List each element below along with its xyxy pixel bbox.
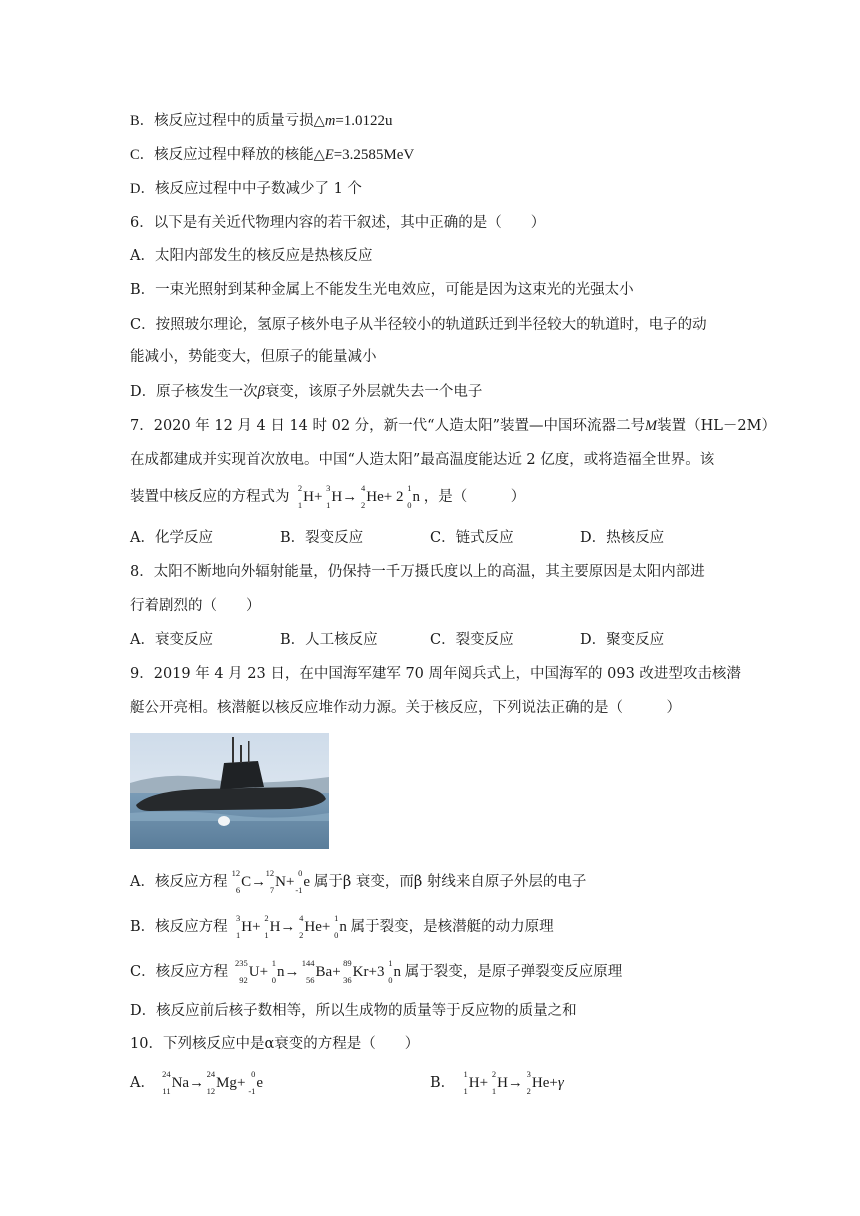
option-text: 核反应过程中的质量亏损△ (154, 113, 325, 129)
equation (231, 868, 314, 895)
option-text: 核反应过程中中子数减少了 1 个 (154, 181, 362, 197)
symbol: H (331, 489, 343, 505)
equation (294, 483, 424, 510)
option-9c (130, 958, 623, 985)
atomic-number: 2 (361, 500, 366, 510)
atomic-number: 1 (326, 500, 331, 510)
question-10-stem: 10．下列核反应中是α衰变的方程是（ ） (130, 1036, 420, 1052)
mass-number: 0 (251, 1069, 256, 1079)
symbol: e (256, 1075, 264, 1091)
symbol: n (412, 489, 420, 505)
option-5c (130, 145, 414, 165)
coefficient: + 2 (383, 489, 404, 505)
symbol: He (304, 919, 322, 935)
option-7b: B．裂变反应 (280, 530, 364, 546)
mass-number: 144 (301, 958, 315, 968)
atomic-number: 6 (235, 885, 241, 895)
mass-number: 1 (463, 1069, 468, 1079)
mass-number: 3 (526, 1069, 531, 1079)
option-6c-line1: C．按照玻尔理论，氢原子核外电子从半径较小的轨道跃迁到半径较大的轨道时，电子的动 (130, 317, 707, 333)
symbol: H (497, 1075, 508, 1091)
atomic-number: 1 (297, 500, 303, 510)
option-8d: D．聚变反应 (580, 632, 665, 648)
nuclide (265, 868, 286, 895)
question-7-line1 (130, 416, 776, 436)
plus: + (479, 1075, 489, 1091)
option-text: 属于裂变，是原子弹裂变反应原理 (404, 964, 623, 980)
equation (233, 958, 405, 985)
symbol: Ba (315, 964, 333, 980)
plus: + (332, 964, 341, 980)
question-6-stem: 6．以下是有关近代物理内容的若干叙述，其中正确的是（ ） (130, 215, 546, 231)
nuclide (295, 868, 311, 895)
nuclide (248, 1069, 264, 1096)
mass-number: 235 (234, 958, 248, 968)
nuclide (264, 913, 281, 940)
option-8c: C．裂变反应 (430, 632, 514, 648)
option-value: =1.0122u (335, 113, 393, 129)
nuclide (271, 958, 285, 985)
symbol: C (241, 874, 252, 890)
option-5d (130, 179, 362, 199)
atomic-number: 0 (388, 975, 393, 985)
submarine-photo (130, 733, 329, 849)
option-9d: D．核反应前后核子数相等，所以生成物的质量等于反应物的质量之和 (130, 1003, 577, 1019)
arrow: → (284, 964, 300, 980)
nuclide (388, 958, 401, 985)
option-text: C．核反应方程 (130, 964, 229, 980)
option-6c-line2: 能减小，势能变大，但原子的能量减小 (130, 349, 377, 365)
question-9-line2: 艇公开亮相。核潜艇以核反应堆作动力源。关于核反应，下列说法正确的是（ ） (130, 700, 681, 716)
mass-number: 12 (231, 868, 241, 878)
mass-number: 24 (162, 1069, 171, 1079)
question-7-line2: 在成都建成并实现首次放电。中国“人造太阳”最高温度能达近 2 亿度，或将造福全世界。该 (130, 452, 715, 468)
nuclide (326, 483, 343, 510)
mass-number: 2 (491, 1069, 497, 1079)
variable-beta: β (257, 384, 265, 400)
option-text: 核反应过程中释放的核能△ (154, 147, 325, 163)
symbol: H (303, 489, 314, 505)
mass-number: 1 (271, 958, 277, 968)
symbol: Na (171, 1075, 190, 1091)
symbol: U (248, 964, 260, 980)
symbol: e (303, 874, 311, 890)
variable-e: E (324, 147, 334, 163)
option-6b: B．一束光照射到某种金属上不能发生光电效应，可能是因为这束光的光强太小 (130, 282, 634, 298)
option-text: D．原子核发生一次 (130, 384, 258, 400)
nuclide (162, 1069, 190, 1096)
atomic-number: 7 (269, 885, 275, 895)
option-9a (130, 868, 587, 895)
option-7c: C．链式反应 (430, 530, 514, 546)
atomic-number: 92 (239, 975, 248, 985)
symbol: H (269, 919, 281, 935)
option-label: B． (130, 113, 155, 129)
stem-text: 7．2020 年 12 月 4 日 14 时 02 分，新一代“人造太阳”装置—中国环流器二号 (130, 418, 646, 434)
option-text: 衰变，该原子外层就失去一个电子 (264, 384, 483, 400)
atomic-number: 1 (491, 1086, 497, 1096)
plus: + (236, 1075, 246, 1091)
nuclide (301, 958, 333, 985)
option-label: A． (130, 1075, 155, 1091)
stem-text: 装置中核反应的方程式为 (130, 489, 290, 505)
atomic-number: 0 (407, 500, 412, 510)
variable-m: m (324, 113, 336, 129)
stem-text: ，是（ ） (423, 489, 526, 505)
mass-number: 1 (334, 913, 339, 923)
option-9b (130, 913, 554, 940)
atomic-number: 12 (206, 1086, 216, 1096)
atomic-number: -1 (248, 1086, 256, 1096)
nuclide (297, 483, 314, 510)
mass-number: 1 (407, 483, 412, 493)
symbol: H (241, 919, 253, 935)
option-10a (130, 1069, 264, 1096)
symbol: Kr (352, 964, 369, 980)
arrow: → (189, 1075, 205, 1091)
option-10b (430, 1069, 564, 1096)
nuclide (491, 1069, 508, 1096)
option-8a: A．衰变反应 (130, 632, 213, 648)
arrow: → (280, 919, 296, 935)
symbol: n (393, 964, 401, 980)
atomic-number: 2 (526, 1086, 531, 1096)
nuclide (236, 913, 253, 940)
question-9-line1: 9．2019 年 4 月 23 日，在中国海军建军 70 周年阅兵式上，中国海军的 093 改进型攻击核潜 (130, 666, 741, 682)
symbol: He (531, 1075, 550, 1091)
symbol: H (468, 1075, 480, 1091)
symbol: n (339, 919, 347, 935)
option-6a: A．太阳内部发生的核反应是热核反应 (130, 248, 373, 264)
plus: + (252, 919, 261, 935)
option-7a: A．化学反应 (130, 530, 213, 546)
coefficient: +3 (368, 964, 385, 980)
plus: + (321, 919, 331, 935)
symbol: n (277, 964, 285, 980)
option-label: B． (430, 1075, 456, 1091)
plus: + (549, 1075, 558, 1091)
atomic-number: 2 (299, 930, 304, 940)
option-text: 属于裂变，是核潜艇的动力原理 (350, 919, 554, 935)
question-8-line2: 行着剧烈的（ ） (130, 598, 261, 614)
option-text: A．核反应方程 (130, 874, 228, 890)
atomic-number: 1 (264, 930, 269, 940)
equation (160, 1069, 264, 1096)
nuclide (463, 1069, 480, 1096)
mass-number: 24 (206, 1069, 216, 1079)
symbol: N (275, 874, 286, 890)
plus: + (259, 964, 269, 980)
option-5b (130, 111, 393, 131)
atomic-number: -1 (295, 885, 303, 895)
option-label: D． (130, 181, 155, 197)
mass-number: 3 (236, 913, 241, 923)
submarine-image (130, 733, 329, 849)
nuclide (361, 483, 384, 510)
plus: + (285, 874, 295, 890)
nuclide (407, 483, 420, 510)
nuclide (231, 868, 252, 895)
symbol: Mg (216, 1075, 237, 1091)
nuclide (526, 1069, 550, 1096)
nuclide (343, 958, 369, 985)
option-value: =3.2585MeV (333, 147, 415, 163)
nuclide (206, 1069, 237, 1096)
mass-number: 3 (326, 483, 331, 493)
option-7d: D．热核反应 (580, 530, 665, 546)
atomic-number: 1 (236, 930, 241, 940)
equation (232, 913, 350, 940)
mass-number: 2 (297, 483, 303, 493)
nuclide (299, 913, 322, 940)
atomic-number: 0 (334, 930, 339, 940)
nuclide (234, 958, 260, 985)
variable-m: M (645, 418, 658, 434)
option-text: 属于β 衰变，而β 射线来自原子外层的电子 (313, 874, 587, 890)
mass-number: 2 (264, 913, 269, 923)
option-text: B．核反应方程 (130, 919, 228, 935)
atomic-number: 0 (271, 975, 277, 985)
arrow: → (251, 874, 267, 890)
arrow: → (507, 1075, 523, 1091)
option-6d (130, 382, 482, 402)
gamma-symbol: γ (557, 1075, 564, 1091)
mass-number: 12 (265, 868, 275, 878)
mass-number: 4 (299, 913, 304, 923)
symbol: He (366, 489, 384, 505)
atomic-number: 11 (162, 1086, 171, 1096)
plus: + (313, 489, 323, 505)
stem-text: 装置（HL－2M） (657, 418, 776, 434)
arrow: → (342, 489, 358, 505)
question-7-line3 (130, 483, 526, 510)
mass-number: 0 (298, 868, 303, 878)
nuclide (334, 913, 347, 940)
atomic-number: 56 (306, 975, 315, 985)
equation (460, 1069, 564, 1096)
mass-number: 4 (361, 483, 366, 493)
atomic-number: 1 (463, 1086, 468, 1096)
atomic-number: 36 (343, 975, 352, 985)
mass-number: 89 (343, 958, 352, 968)
question-8-line1: 8．太阳不断地向外辐射能量，仍保持一千万摄氏度以上的高温，其主要原因是太阳内部进 (130, 564, 705, 580)
option-8b: B．人工核反应 (280, 632, 378, 648)
mass-number: 1 (388, 958, 393, 968)
option-label: C． (130, 147, 155, 163)
